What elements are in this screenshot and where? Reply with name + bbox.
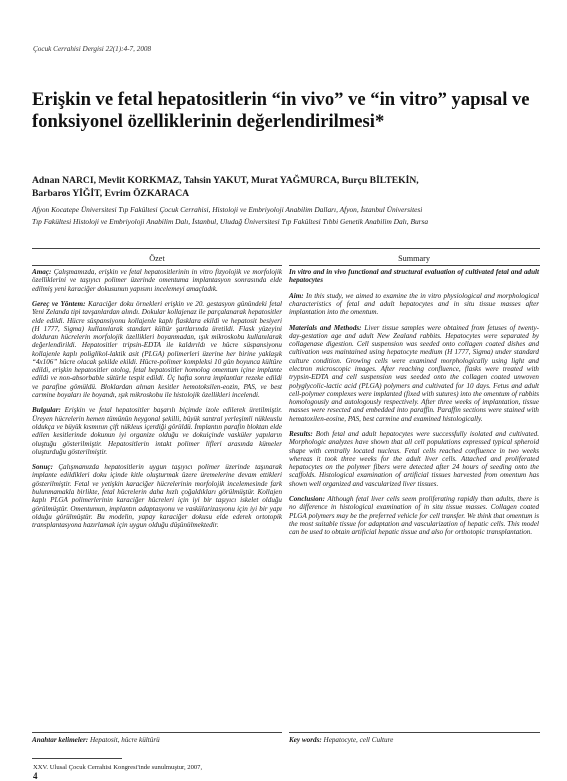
right-heading-rule [289,265,540,266]
conclusion-label: Conclusion: [289,495,325,504]
authors-line-2: Barbaros YİĞİT, Evrim ÖZKARACA [32,188,190,200]
amac-text: Çalışmamızda, erişkin ve fetal hepatositlerinin in vitro fizyolojik ve morfolojik özelliklerini ve taşıyıcı polimer üzerinde omentuma implantasyon sonrasında elde edilmiş yeni karaciğer dokusunun yapısını incelemeyi amaçladık. [32,268,282,293]
ozet-column [32,268,282,537]
methods-paragraph [289,324,539,423]
affiliation-line-2: Tıp Fakültesi Histoloji ve Embriyoloji Anabilim Dalı, İstanbul, Uludağ Üniversitesi Tıp Fakültesi Tıbbi Genetik Anabilim Dalı, Bursa [32,217,429,227]
methods-label: Materials and Methods: [289,323,362,332]
bulgular-paragraph [32,406,282,456]
anahtar-kelimeler-label: Anahtar kelimeler: [32,736,89,744]
anahtar-kelimeler-text: Hepatosit, hücre kültürü [89,736,160,744]
amac-label: Amaç: [32,268,52,276]
results-label: Results: [289,430,313,439]
affiliations [32,204,542,229]
sonuc-paragraph [32,463,282,529]
summary-title: In vitro and in vivo functional and structural evaluation of cultivated fetal and adult hepatocytes [289,268,539,285]
summary-column [289,268,539,544]
author-list [32,174,537,201]
page-number: 4 [33,771,38,781]
amac-paragraph [32,268,282,293]
journal-citation: Çocuk Cerrahisi Dergisi 22(1):4-7, 2008 [33,45,152,53]
ozet-heading: Özet [149,254,165,263]
results-text: Both fetal and adult hepatocytes were successfully isolated and cultivated. Morphologic analyzes have shown that all cell populations expressed typical spheroid shape with centrally located nucleus. Fetal cells reached confluence in two weeks whereas it took three weeks for the adult liver cells. Attached and proliferated hepatocytes on the polymer fibers were detected after 24 hours of seeding onto the scaffolds. Histological examination of artificial tissues harvested from omentum has shown well organized and vascularized liver tissues. [289,430,539,488]
authors-line-1: Adnan NARCI, Mevlit KORKMAZ, Tahsin YAKUT, Murat YAĞMURCA, Burçu BİLTEKİN, [32,175,419,186]
key-words-label: Key words: [289,736,322,744]
right-keywords-rule [289,732,540,733]
conclusion-paragraph [289,495,539,536]
aim-text: In this study, we aimed to examine the in vitro physiological and morphological characteristics of fetal and adult hepatocytes and in situ tissue masses after implantation into the omentum. [289,291,539,317]
key-words-text: Hepatocyte, cell Culture [323,736,394,744]
summary-title-paragraph [289,268,539,285]
left-heading-rule [32,265,282,266]
summary-keywords [289,736,393,744]
left-keywords-rule [32,732,282,733]
footnote-rule [32,758,122,759]
aim-paragraph [289,292,539,317]
conclusion-text: Although fetal liver cells seem proliferating rapidly than adults, there is no difference in histological examination of in situ tissue masses. Collagen coated PLGA polymers may be the preferred vehicle for cell transfer. We think that omentum is the most suitable tissue for adaptation and vascularization of hepatic cells. This model can be used to obtain artificial hepatic tissue and also for orthotopic transplantation. [289,495,539,537]
ozet-keywords [32,736,160,744]
bulgular-label: Bulgular: [32,406,61,415]
gerec-paragraph [32,300,282,399]
gerec-text: Karaciğer doku örnekleri erişkin ve 20. gestasyon günündeki fetal Yeni Zelanda tipi tavşanlardan alındı. Dokular kollajenaz ile parçalanarak hepatositler elde edildi. Hücre süspansiyonu kollajenle kaplı flasklara ekildi ve hepatosit besiyeri (H 1777, Sigma) kullanılarak standart kültür şartlarında üretildi. Flask yüzeyini dolduran hücrelerin morfolojik özellikleri boyanmadan, ışık mikroskobu kullanılarak değerlendirildi. Hepatositler tripsin-EDTA ile kaldırıldı ve hücre süspansiyonu kollajenle kaplı poliglikol-laktik asit (PLGA) polimerleri üzerine her birine yaklaşık “4x106” hücre olacak şekilde ekildi. Hücre-polimer kompleksi 10 gün boyunca kültüre edildi, erişkin hepatositler otolog, fetal hepatositler homolog omentum içine implante edildi ve non-absorbable sütürle tespit edildi. Üç hafta sonra implantlar rezeke edildi ve parafine gömüldü. Bloklardan alınan kesitler hemotoksilen-eozin, PAS, ve best carmine boyaları ile boyandı, ışık mikroskobu ile histolojik özellikleri incelendi. [32,299,282,400]
methods-text: Liver tissue samples were obtained from fetuses of twenty-day-gestation age and adult New Zealand rabbits. Hepatocytes were separated by collagenase digestion. Cell suspension was seeded onto collagen coated dishes and cultivation was maintained using hepatocyte medium (H 1777, Sigma) under standard culture condition. Growing cells were examined morphologically using light and electron microscopic images. After reaching confluence, flasks were treated with trypsin-EDTA and cell suspension was seeded onto the collagen coated unwoven polyglycolic-lactic acid (PLGA) polymers and cultivated for 10 days. Fetus and adult cell-polymer complexes were implanted (fixed with sutures) into the omentum of rabbits homologously and autologously respectively. After three weeks of implantation, tissue masses were resected and embedded into paraffin. Paraffin sections were stained with hematoxilen-eosine, PAS, best carmine and examined histologically. [289,323,539,423]
aim-label: Aim: [289,291,304,300]
affiliation-line-1: Afyon Kocatepe Üniversitesi Tıp Fakültesi Çocuk Cerrahisi, Histoloji ve Embriyoloji Anabilim Dalları, Afyon, İstanbul Üniversitesi [32,205,423,214]
results-paragraph [289,430,539,488]
article-title: Erişkin ve fetal hepatositlerin “in vivo” ve “in vitro” yapısal ve fonksiyonel özelliklerinin değerlendirilmesi* [32,89,530,132]
footnote-line-1: XXV. Ulusal Çocuk Cerrahisi Kongresi'inde sunulmuştur, 2007, [33,764,203,771]
header-divider [32,248,540,249]
gerec-label: Gereç ve Yöntem: [32,299,86,308]
bulgular-text: Erişkin ve fetal hepatositler başarılı biçimde izole edilerek üretilmiştir. Üreyen hücrelerin hemen tümünün heygonal şekilli, büyük santral yerleşimli nükleuslu oldukça ve büyük kısmının çift nükleus içerdiği görüldü. İmplantın parafin bloktan elde edilen kesitlerinde dokunun iyi organize olduğu ve dokuiçinde vasküler yapıların oluştuğu gösterilmiştir. Hepatositlerin intakt polimer lifleri arasında kümeler oluşturduğu gösterilmiştir. [32,406,282,456]
footnote [33,764,293,771]
sonuc-text: Çalışmamızda hepatositlerin uygun taşıyıcı polimer üzerinde taşınarak implante edildikleri doku içinde kitle oluşturmak üzere üremelerine devam ettikleri gösterilmiştir. Fetal ve yetişkin karaciğer hücrelerinin morfolojik incelemesinde fark bulunmamakla birlikte, fetal hücrelerin daha hızlı çoğaldıkları görülmüştür. Kollajen kaplı PLGA polimerlerinin karaciğer hücreleri için iyi bir taşıyıcı iskelet olduğu görülmüştür. Omentumun, implantın adaptasyonu ve vaskülarizasyonu için iyi bir yapı olduğu görülmüştür. Bu modelin, yapay karaciğer dokusu elde ederek ortotopik transplantasyona hazırlamak için uygun olduğu düşünülmektedir. [32,463,282,530]
sonuc-label: Sonuç: [32,463,53,472]
summary-heading: Summary [398,254,430,263]
